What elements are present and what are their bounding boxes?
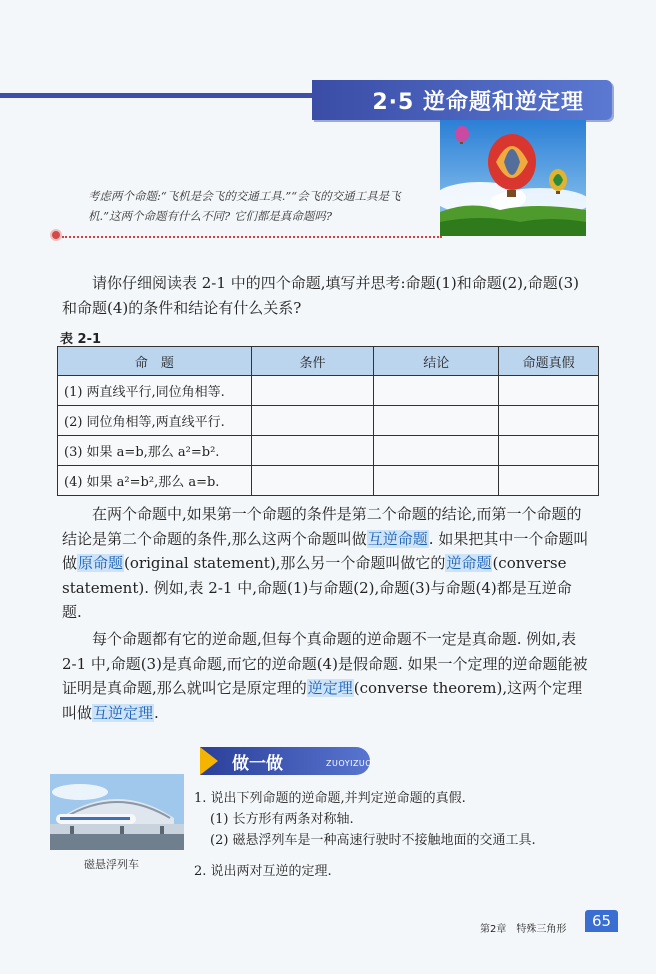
header-conclusion: 结论 [374, 347, 499, 376]
proposition-cell: (2) 同位角相等,两直线平行. [58, 406, 252, 436]
conclusion-cell[interactable] [374, 436, 499, 466]
paragraph-3-text-a: 每个命题都有它的逆命题,但每个真命题的逆命题不一定是真命题. 例如,表 2-1 中,命题(3)是真命题,而它的逆命题(4)是假命题. 如果一个定理的逆命题能被证明是真命题,那么就叫它是原定理的 [62, 630, 588, 697]
hot-air-balloon-image [440, 120, 586, 236]
section-title: 2·5 逆命题和逆定理 [372, 90, 584, 115]
term-converse-statement: 逆命题 [446, 554, 492, 572]
table-row [58, 466, 599, 496]
truth-cell[interactable] [499, 376, 599, 406]
condition-cell[interactable] [251, 436, 374, 466]
dotted-divider [62, 236, 442, 238]
truth-cell[interactable] [499, 406, 599, 436]
header-truth: 命题真假 [499, 347, 599, 376]
table-row [58, 406, 599, 436]
truth-cell[interactable] [499, 466, 599, 496]
table-row [58, 436, 599, 466]
chapter-footer: 第2章 特殊三角形 [480, 924, 567, 935]
truth-cell[interactable] [499, 436, 599, 466]
term-mutually-converse-theorems: 互逆定理 [93, 703, 154, 722]
paragraph-2-text-c: (original statement),那么另一个命题叫做它的 [124, 554, 446, 572]
activity-title: 做一做 [232, 754, 283, 774]
maglev-train-image [50, 774, 184, 850]
propositions-table [57, 346, 599, 496]
exercise-1: 1. 说出下列命题的逆命题,并判定逆命题的真假. [194, 791, 466, 806]
paragraph-2-text-a: 在两个命题中,如果第一个命题的条件是第二个命题的结论,而第一个命题的结论是第二个命题的条件,那么这两个命题叫做 [62, 505, 582, 548]
paragraph-1: 请你仔细阅读表 2-1 中的四个命题,填写并思考:命题(1)和命题(2),命题(3)和命题(4)的条件和结论有什么关系? [62, 274, 580, 317]
condition-cell[interactable] [251, 406, 374, 436]
table-header-row [58, 347, 599, 376]
conclusion-cell[interactable] [374, 466, 499, 496]
activity-arrow-icon [200, 747, 218, 775]
header-proposition: 命 题 [58, 347, 252, 376]
page-number: 65 [585, 910, 618, 932]
table-label: 表 2-1 [60, 332, 102, 347]
conclusion-cell[interactable] [374, 376, 499, 406]
header-rule [0, 93, 316, 98]
condition-cell[interactable] [251, 376, 374, 406]
exercise-1-item-1: (1) 长方形有两条对称轴. [210, 812, 354, 827]
intro-question: 考虑两个命题:“飞机是会飞的交通工具.”“会飞的交通工具是飞机.”这两个命题有什么不同? 它们都是真命题吗? [88, 189, 401, 223]
paragraph-2-text-b: . 如果把其中一个命题叫做 [62, 529, 589, 572]
paragraph-3-text-c: . [154, 703, 159, 722]
conclusion-cell[interactable] [374, 406, 499, 436]
paragraph-3 [62, 627, 590, 725]
bullet-marker [50, 229, 62, 241]
condition-cell[interactable] [251, 466, 374, 496]
exercise-2: 2. 说出两对互逆的定理. [194, 864, 332, 879]
paragraph-3-text-b: (converse theorem),这两个定理叫做 [62, 679, 583, 722]
term-converse-theorem: 逆定理 [307, 679, 353, 697]
term-mutually-converse-propositions: 互逆命题 [367, 529, 428, 548]
image-caption: 磁悬浮列车 [84, 858, 139, 871]
table-row [58, 376, 599, 406]
paragraph-2 [62, 502, 590, 625]
proposition-cell: (4) 如果 a²=b²,那么 a=b. [58, 466, 252, 496]
header-condition: 条件 [251, 347, 374, 376]
section-title-banner [312, 80, 612, 120]
term-original-statement: 原命题 [78, 554, 124, 572]
paragraph-2-text-d: (converse statement). 例如,表 2-1 中,命题(1)与命题(2),命题(3)与命题(4)都是互逆命题. [62, 554, 572, 621]
activity-pinyin: ZUOYIZUO [326, 759, 373, 768]
proposition-cell: (1) 两直线平行,同位角相等. [58, 376, 252, 406]
proposition-cell: (3) 如果 a=b,那么 a²=b². [58, 436, 252, 466]
exercise-1-item-2: (2) 磁悬浮列车是一种高速行驶时不接触地面的交通工具. [210, 833, 536, 848]
